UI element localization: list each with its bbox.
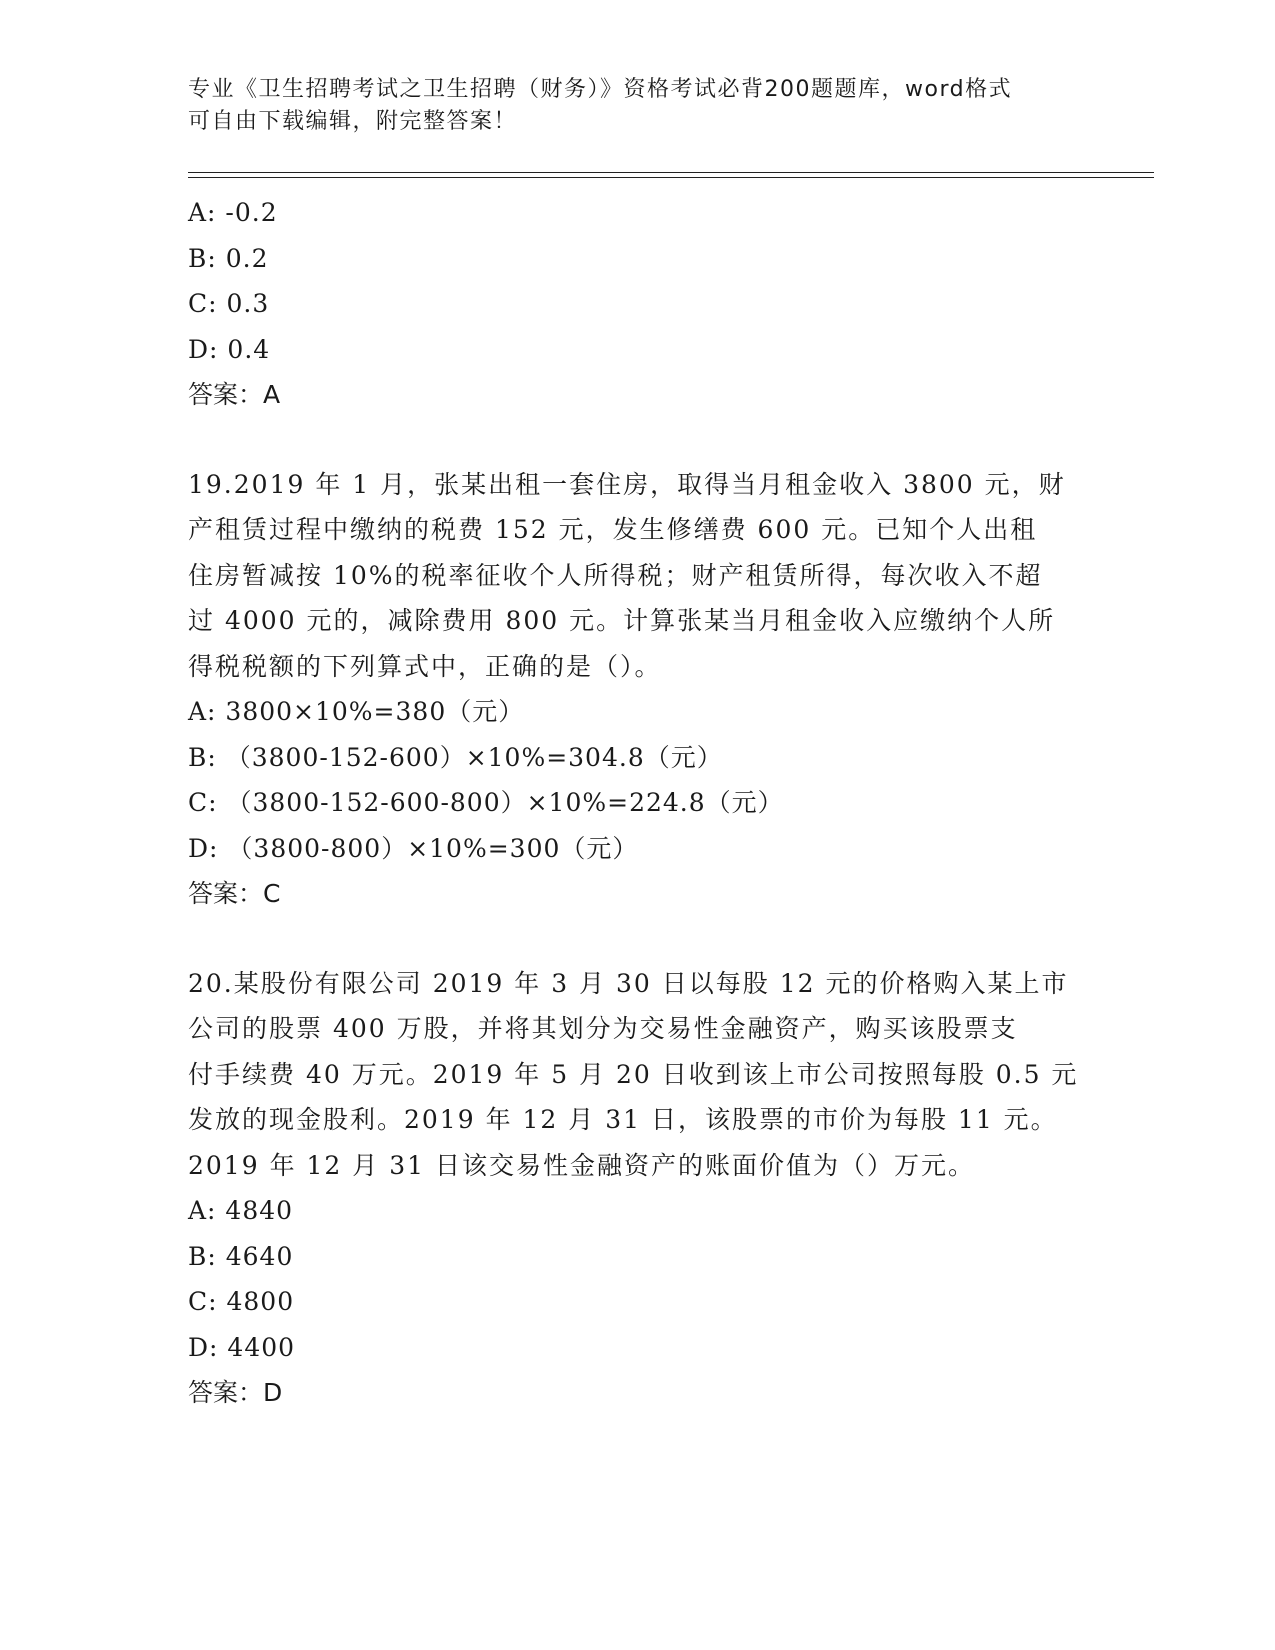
question-text — [188, 961, 1088, 1189]
option-c: C: 0.3 — [188, 289, 270, 318]
option-d: D: （3800-800）×10%=300（元） — [188, 833, 639, 863]
option-a: A: -0.2 — [188, 198, 278, 227]
option-b: B: 0.2 — [188, 243, 269, 273]
question-text-line: 公司的股票 400 万股，并将其划分为交易性金融资产，购买该股票支 — [188, 1014, 1018, 1043]
question-20 — [188, 961, 1088, 1416]
question-text-line: 20.某股份有限公司 2019 年 3 月 30 日以每股 12 元的价格购入某上市 — [188, 968, 1069, 998]
option-a: A: 4840 — [188, 1196, 294, 1225]
question-text-line: 付手续费 40 万元。2019 年 5 月 20 日收到该上市公司按照每股 0.5 元 — [188, 1059, 1079, 1089]
question-text-line: 得税税额的下列算式中，正确的是（）。 — [188, 651, 662, 681]
question-19 — [188, 462, 1088, 917]
header-line-2: 可自由下载编辑，附完整答案！ — [188, 109, 518, 134]
option-b: B: 4640 — [188, 1241, 294, 1271]
option-c: C: 4800 — [188, 1287, 295, 1316]
option-a: A: 3800×10%=380（元） — [188, 697, 525, 726]
header-divider-top — [188, 172, 1154, 173]
previous-question — [188, 190, 1088, 418]
option-c: C: （3800-152-600-800）×10%=224.8（元） — [188, 788, 784, 817]
question-text-line: 发放的现金股利。2019 年 12 月 31 日，该股票的市价为每股 11 元。 — [188, 1105, 1058, 1134]
header-divider-bottom — [188, 177, 1154, 178]
header-line-1: 专业《卫生招聘考试之卫生招聘（财务）》资格考试必背200题题库，word格式 — [188, 77, 1013, 102]
option-b: B: （3800-152-600）×10%=304.8（元） — [188, 742, 723, 772]
answer-label: 答案：C — [188, 879, 281, 908]
question-text — [188, 462, 1088, 690]
question-text-line: 住房暂减按 10%的税率征收个人所得税；财产租赁所得，每次收入不超 — [188, 560, 1043, 590]
document-header — [188, 74, 1068, 138]
document-body — [188, 190, 1088, 1416]
answer-label: 答案：D — [188, 1378, 283, 1407]
question-text-line: 产租赁过程中缴纳的税费 152 元，发生修缮费 600 元。已知个人出租 — [188, 515, 1038, 544]
question-text-line: 2019 年 12 月 31 日该交易性金融资产的账面价值为（）万元。 — [188, 1150, 975, 1180]
answer-label: 答案：A — [188, 380, 281, 409]
option-d: D: 4400 — [188, 1332, 296, 1362]
question-text-line: 19.2019 年 1 月，张某出租一套住房，取得当月租金收入 3800 元，财 — [188, 469, 1066, 499]
question-text-line: 过 4000 元的，减除费用 800 元。计算张某当月租金收入应缴纳个人所 — [188, 606, 1056, 635]
option-d: D: 0.4 — [188, 334, 271, 364]
